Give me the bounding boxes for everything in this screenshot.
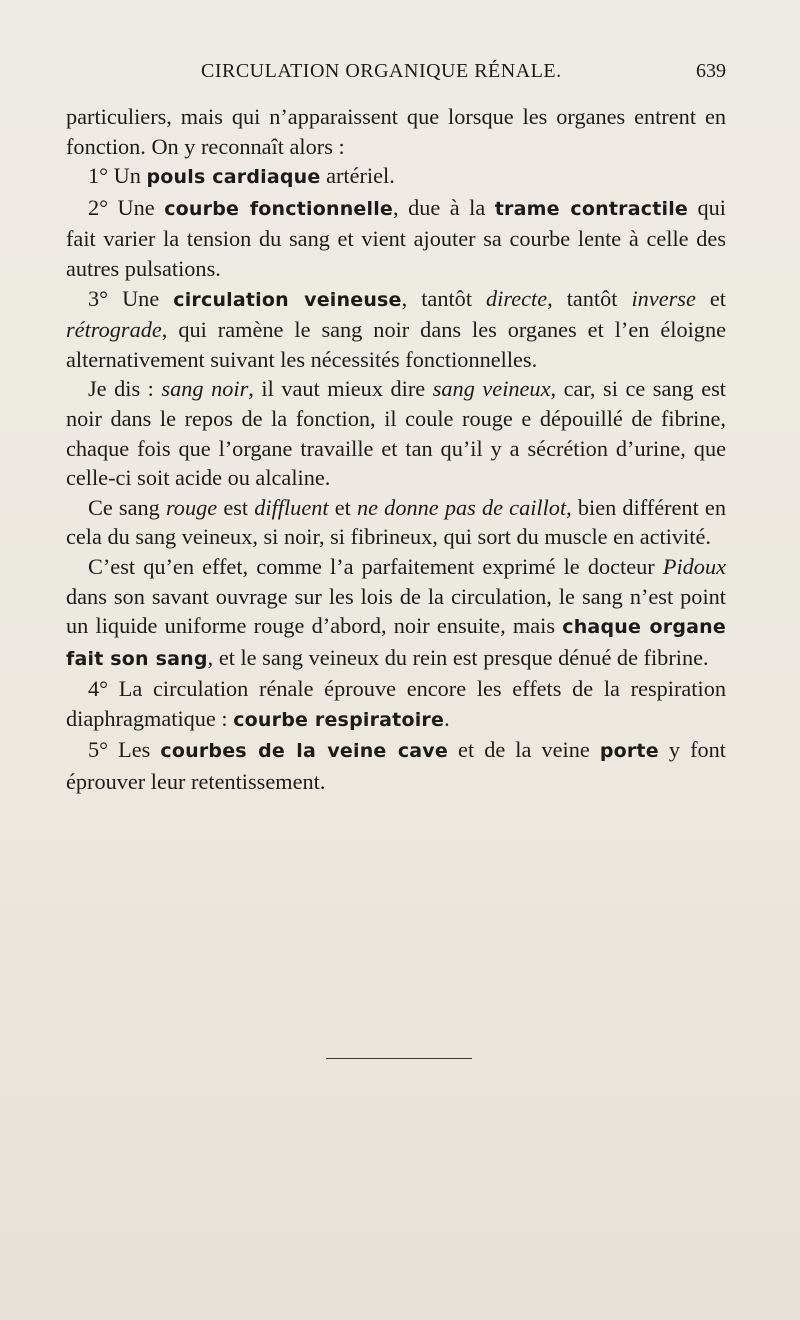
page-number: 639: [696, 60, 726, 82]
text-run: , bien différent en cela du sang veineux, si noir, si fibrineux, qui sort du muscle en activité.: [66, 494, 726, 550]
bold-term: trame contractile: [494, 197, 688, 220]
text-run: , due à la: [393, 194, 495, 220]
paragraph: [66, 735, 726, 796]
text-run: 4° La circulation rénale éprouve encore les effets de la respiration diaphragmatique :: [66, 676, 726, 731]
page-header: [66, 60, 726, 90]
text-run: 2° Une: [88, 194, 165, 220]
text-run: particuliers, mais qui n’apparaissent que lorsque les organes entrent en fonction. On y reconnaît alors :: [66, 104, 726, 159]
text-run: .: [444, 705, 450, 731]
text-run: est: [217, 494, 255, 520]
italic-term: inverse: [631, 285, 696, 311]
italic-term: Pidoux: [662, 553, 726, 579]
paragraph: [66, 102, 726, 161]
italic-term: rouge: [165, 494, 218, 520]
italic-term: diffluent: [254, 494, 329, 520]
text-run: artériel.: [320, 163, 395, 189]
paragraph: [66, 674, 726, 735]
text-run: 3° Une: [88, 285, 174, 311]
text-run: , tantôt: [401, 285, 487, 311]
text-run: 5° Les: [88, 737, 161, 763]
text-run: qui fait varier la tension du sang et vient ajouter sa courbe lente à celle des autres pulsations.: [66, 194, 726, 281]
bold-term: courbe respiratoire: [233, 708, 445, 731]
text-run: Je dis :: [88, 376, 162, 402]
paragraph: [66, 493, 726, 552]
text-run: et de la veine: [447, 737, 600, 763]
text-run: C’est qu’en effet, comme l’a parfaitement exprimé le docteur: [88, 553, 663, 579]
paragraph: [66, 374, 726, 492]
text-run: , et le sang veineux du rein est presque dénué de fibrine.: [207, 644, 709, 670]
bold-term: pouls cardiaque: [146, 166, 321, 189]
paragraph: [66, 193, 726, 284]
paragraph: [66, 552, 726, 674]
text-run: , tantôt: [547, 285, 632, 311]
italic-term: directe: [486, 285, 548, 311]
italic-term: rétrograde: [66, 317, 162, 343]
bold-term: courbes de la veine cave: [160, 740, 448, 763]
text-run: dans son savant ouvrage sur les lois de la circulation, le sang n’est point un liquide uniforme rouge d’abord, noir ensuite, mais: [66, 583, 726, 639]
bold-term: chaque organe fait son sang: [66, 616, 726, 670]
text-run: et: [328, 494, 357, 520]
text-run: et: [695, 285, 726, 311]
text-run: , il vaut mieux dire: [248, 376, 433, 402]
section-rule: [326, 1058, 472, 1059]
text-run: 1° Un: [88, 163, 147, 189]
text-run: , car, si ce sang est noir dans le repos de la fonction, il coule rouge e dépouillé de fibrine, chaque fois que l’organe travaille et tan qu’il y a sécrétion d’urine, que celle-ci soit acide ou alcaline.: [66, 376, 726, 491]
text-run: , qui ramène le sang noir dans les organes et l’en éloigne alternativement suivant les nécessités fonctionnelles.: [66, 317, 726, 372]
bold-term: courbe fonctionnelle: [164, 197, 394, 220]
body-text: [66, 102, 726, 797]
paragraph: [66, 161, 726, 193]
text-run: Ce sang: [88, 494, 166, 520]
italic-term: sang noir: [161, 376, 249, 402]
text-run: y font éprouver leur retentissement.: [66, 737, 726, 795]
paragraph: [66, 284, 726, 375]
bold-term: circulation veineuse: [173, 288, 402, 311]
italic-term: sang veineux: [432, 376, 551, 402]
running-title: CIRCULATION ORGANIQUE RÉNALE.: [201, 60, 562, 82]
bold-term: porte: [599, 740, 659, 763]
italic-term: ne donne pas de caillot: [356, 494, 567, 520]
